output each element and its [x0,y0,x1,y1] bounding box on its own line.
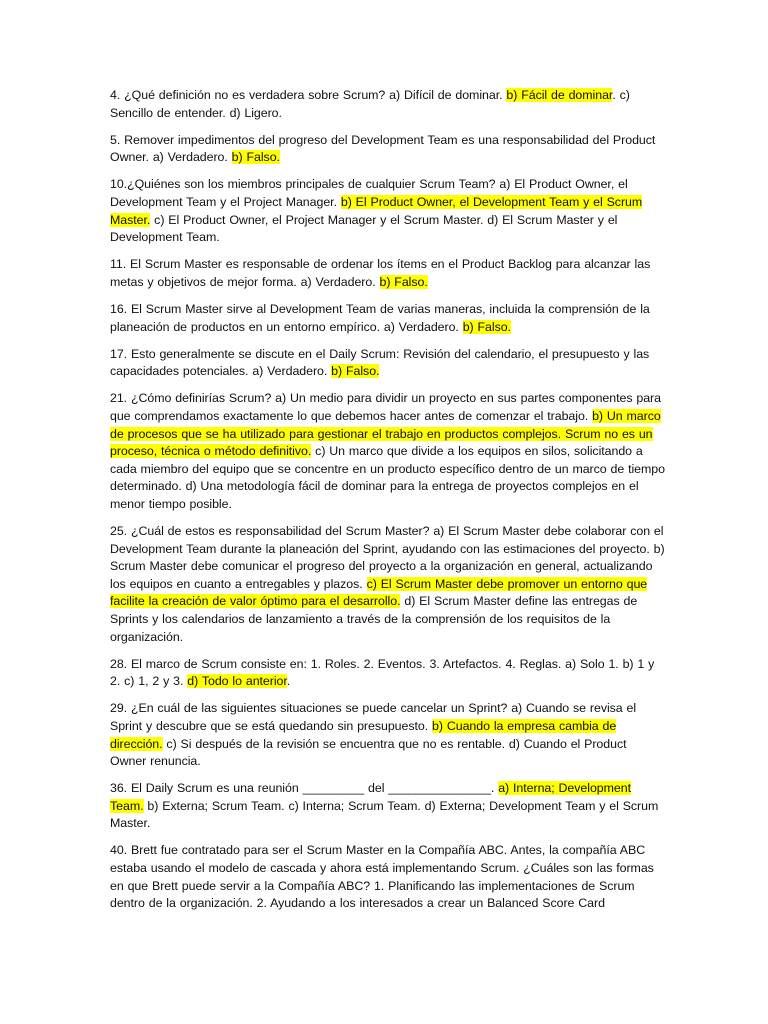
question-text: 28. El marco de Scrum consiste en: 1. Roles. 2. Eventos. 3. Artefactos. 4. Reglas. a) Solo 1. b) 1 y 2. c) 1, 2 y 3. [110,656,655,689]
highlighted-answer: b) Falso. [379,274,428,289]
question-5 [110,132,666,167]
question-10 [110,176,666,246]
highlighted-answer: b) Fácil de dominar [506,88,613,102]
highlighted-answer: d) Todo lo anterior [187,674,287,689]
question-25 [110,523,666,646]
question-4 [110,87,666,122]
question-21 [110,390,666,513]
highlighted-answer: b) Cuando la empresa cambia de dirección. [110,718,617,751]
question-text: 21. ¿Cómo definirías Scrum? a) Un medio para dividir un proyecto en sus partes componentes para que comprendamos exactamente lo que debemos hacer antes de comenzar el trabajo. [110,391,661,423]
question-text: 16. El Scrum Master sirve al Development Team de varias maneras, incluida la comprensión de la planeación de productos en un entorno empírico. a) Verdadero. [110,301,650,334]
question-40 [110,842,666,912]
question-text: c) El Product Owner, el Project Manager y el Scrum Master. d) El Scrum Master y el Development Team. [110,212,618,245]
question-text: b) Externa; Scrum Team. c) Interna; Scrum Team. d) Externa; Development Team y el Scrum Master. [110,798,659,831]
highlighted-answer: a) Interna; Development Team. [110,781,631,813]
highlighted-answer: c) El Scrum Master debe promover un entorno que facilite la creación de valor óptimo para el desarrollo. [110,576,648,609]
highlighted-answer: b) Un marco de procesos que se ha utilizado para gestionar el trabajo en productos complejos. Scrum no es un proceso, técnica o método definitivo. [110,408,661,459]
question-36 [110,780,666,833]
question-text: 25. ¿Cuál de estos es responsabilidad del Scrum Master? a) El Scrum Master debe colaborar con el Development Team durante la planeación del Sprint, ayudando con las estimaciones del proyecto. b) Scrum Master debe comunicar el progreso del proyecto a la organización en general, actualizando los equipos en cuanto a entregables y plazos. [110,523,665,591]
highlighted-answer: b) Falso. [331,364,380,379]
question-text: 17. Esto generalmente se discute en el Daily Scrum: Revisión del calendario, el presupuesto y las capacidades potenciales. a) Verdadero. [110,346,650,379]
question-text: . [286,674,291,689]
question-28 [110,656,666,691]
question-text: 10.¿Quiénes son los miembros principales de cualquier Scrum Team? a) El Product Owner, el Development Team y el Project Manager. [110,177,628,209]
question-text: c) Un marco que divide a los equipos en silos, solicitando a cada miembro del equipo que se concentre en un producto específico dentro de un marco de tiempo determinado. d) Una metodología fácil de dominar para la entrega de proyectos complejos en el menor tiempo posible. [110,444,665,511]
question-text: 4. ¿Qué definición no es verdadera sobre Scrum? a) Difícil de dominar. [110,88,507,102]
question-16 [110,301,666,336]
question-text: d) El Scrum Master define las entregas de Sprints y los calendarios de lanzamiento a través de la comprensión de los requisitos de la organización. [110,594,638,644]
question-text: 11. El Scrum Master es responsable de ordenar los ítems en el Product Backlog para alcanzar las metas y objetivos de mejor forma. a) Verdadero. [110,257,651,289]
question-text: 29. ¿En cuál de las siguientes situaciones se puede cancelar un Sprint? a) Cuando se revisa el Sprint y descubre que se está quedando sin presupuesto. [110,701,637,733]
highlighted-answer: b) El Product Owner, el Development Team y el Scrum Master. [110,194,643,227]
highlighted-answer: b) Falso. [231,150,280,165]
question-text: 40. Brett fue contratado para ser el Scrum Master en la Compañía ABC. Antes, la compañía ABC estaba usando el modelo de cascada y ahora está implementando Scrum. ¿Cuáles son las formas en que Brett puede servir a la Compañía ABC? 1. Planificando las implementaciones de Scrum dentro de la organización. 2. Ayudando a los interesados a crear un Balanced Score Card [110,843,654,911]
question-text: 36. El Daily Scrum es una reunión _________ del _______________. [110,781,499,796]
question-29 [110,700,666,770]
question-text: . c) Sencillo de entender. d) Ligero. [110,88,630,120]
question-11 [110,256,666,291]
question-text: 5. Remover impedimentos del progreso del Development Team es una responsabilidad del Product Owner. a) Verdadero. [110,132,656,165]
question-text: c) Si después de la revisión se encuentra que no es rentable. d) Cuando el Product Owner renuncia. [110,736,627,769]
highlighted-answer: b) Falso. [462,319,511,334]
question-17 [110,346,666,381]
